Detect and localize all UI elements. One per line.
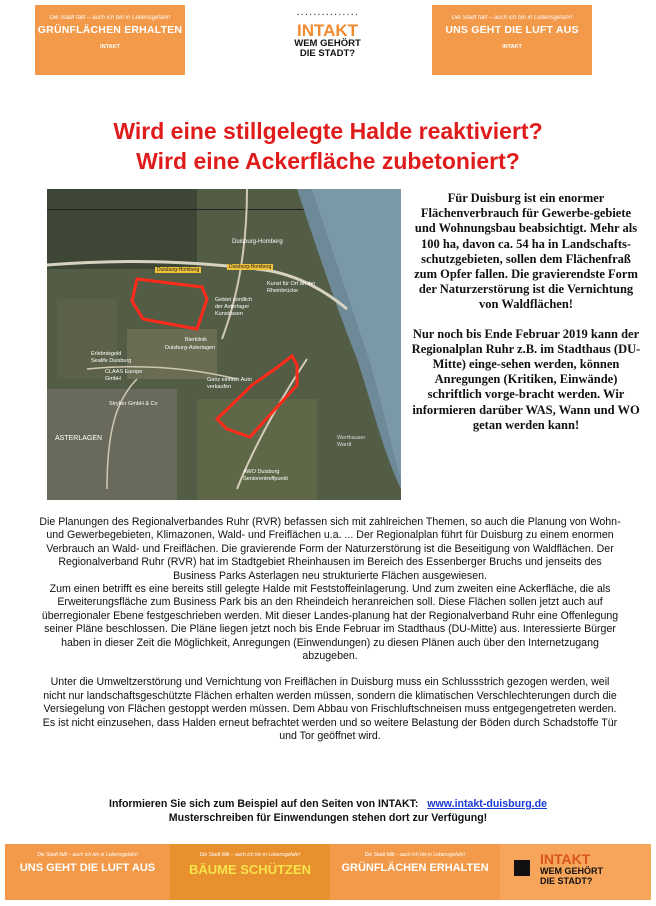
map-label: AWO Duisburg Seniorentreffpunkt <box>243 469 288 482</box>
map-label: Kunst für Ort an der Rheinbrücke <box>267 281 316 294</box>
banner-logo: INTAKT <box>100 44 120 50</box>
satellite-map <box>47 189 401 500</box>
footer-banner <box>5 844 651 900</box>
body-paragraph-2: Zum einen betrifft es eine bereits still gelegte Halde mit Feststoffeinlagerung. Und zum zweiten eine Ackerfläche, die als Erweiterungsfläche zum Business Park bis an den Rheindeich heranreichen soll. Diese Flächen sollen jetzt auch auf überregionaler Ebene festgeschrieben werden. Mit dieser Landes-planung hat der Regionalverband Ruhr eine Offenlegung seiner Pläne beschlossen. Die Pläne liegen jetzt noch bis Ende Februar im Stadthaus (DU-Mitte) aus. Interessierte Bürger haben in dieser Zeit die Möglichkeit, Anregungen (Einwendungen) zu diesen Plänen auch über den Internetzugang abzugeben. <box>41 583 619 663</box>
map-label: Stryker GmbH & Co <box>109 401 158 407</box>
intakt-website-link[interactable]: www.intakt-duisburg.de <box>427 798 547 810</box>
headline-line2: Wird eine Ackerfläche zubetoniert? <box>136 148 520 174</box>
map-label: CLAAS Europe GmbH <box>105 369 143 382</box>
map-label: Werthauser Wardt <box>337 435 366 448</box>
satellite-map-svg <box>47 189 401 500</box>
footer-intakt-logo <box>500 844 651 900</box>
cta-line1 <box>20 797 636 811</box>
footer-segment-baeume <box>170 844 330 900</box>
qr-code-icon <box>514 860 530 876</box>
headline <box>0 116 656 176</box>
footer-tagline: Die Stadt fällt – auch ich bin in Lebensgefahr! <box>37 852 138 858</box>
logo-line2: WEM GEHÖRT <box>294 38 361 49</box>
footer-segment-luft <box>5 844 170 900</box>
cta-text: Informieren Sie sich zum Beispiel auf den Seiten von INTAKT: <box>109 798 419 810</box>
map-station-label: Duisburg-Homberg <box>157 267 200 273</box>
body-paragraph-3: Unter die Umweltzerstörung und Vernichtung von Freiflächen in Duisburg muss ein Schlussstrich gezogen werden, weil nicht nur landschaftsgeschützte Flächen erhalten werden müssen, sondern die klimatischen Verschlechterungen durch die Versiegelung von Flächen gestoppt werden müssen. Dem Abbau von Frischluftschneisen muss entgegengetreten werden. Es ist nicht einzusehen, dass Halden erneut befrachtet werden und so weitere Belastung der Böden durch Schadstoffe Tür und Tor geöffnet wird. <box>42 676 618 743</box>
banner-tagline: Die Stadt fällt – auch ich bin in Lebensgefahr! <box>451 15 573 21</box>
map-label: Bierklinik <box>185 337 208 343</box>
footer-logo-line3: DIE STADT? <box>540 876 593 886</box>
headline-line1: Wird eine stillgelegte Halde reaktiviert? <box>113 118 543 144</box>
map-label: Ganz einfach Auto verkaufen <box>207 377 252 390</box>
map-label: Duisburg-Homberg <box>232 239 283 245</box>
side-text <box>410 191 642 433</box>
footer-logo-intakt: INTAKT <box>540 851 591 867</box>
logo-intakt-word: INTAKT <box>296 21 359 40</box>
banner-tagline: Die Stadt fällt – auch ich bin in Lebensgefahr! <box>49 15 171 21</box>
banner-title: UNS GEHT DIE LUFT AUS <box>445 24 579 36</box>
footer-label: UNS GEHT DIE LUFT AUS <box>19 862 156 874</box>
footer-label: GRÜNFLÄCHEN ERHALTEN <box>341 862 489 874</box>
map-label: Gebiet nördlich der Asterlager Kunstrasen <box>215 297 252 317</box>
logo-tagline: ▪ ▪ ▪ ▪ ▪ ▪ ▪ ▪ ▪ ▪ ▪ ▪ ▪ ▪ ▪ <box>297 12 358 18</box>
cta-line2: Musterschreiben für Einwendungen stehen dort zur Verfügung! <box>168 812 488 824</box>
header-banner-right <box>432 5 592 75</box>
side-paragraph-2: Nur noch bis Ende Februar 2019 kann der Regionalplan Ruhr z.B. im Stadthaus (DU-Mitte) einge-sehen werden, können Anregungen (Kritiken, Einwände) schriftlich vorge-bracht werden. Wir informieren darüber WAS, Wann und WO getan werden kann! <box>411 326 641 432</box>
intakt-logo <box>240 12 415 72</box>
logo-line3: DIE STADT? <box>299 48 356 59</box>
map-label: Duisburg-Asterlagen <box>165 345 216 351</box>
footer-tagline: Die Stadt fällt – auch ich bin in Lebensgefahr! <box>199 852 301 858</box>
footer-logo-line2: WEM GEHÖRT <box>540 866 603 876</box>
body-paragraph-1: Die Planungen des Regionalverbandes Ruhr (RVR) befassen sich mit zahlreichen Themen, so auch die Planung von Wohn- und Gewerbegebieten, Klimazonen, Wald- und Freiflächen u.a. ... Der Regionalplan führt für Duisburg zu einem enormen Verbrauch an Wald- und Freiflächen. Die gravierende Form der Naturzerstörung ist die Beseitigung von Waldflächen. Der Regionalverband Ruhr (RVR) hat im Stadtgebiet Rheinhausen im Bereich des Essenberger Bruchs und jenseits des Business Parks Asterlagen neu strukturierte Flächen ausgewiesen. <box>39 516 621 582</box>
footer-label: BÄUME SCHÜTZEN <box>188 862 312 877</box>
footer-segment-gruen <box>330 844 500 900</box>
call-to-action <box>20 797 636 825</box>
map-label: ASTERLAGEN <box>55 435 103 442</box>
body-text <box>38 516 622 744</box>
map-label: Erlebnisgold Sealife Duisburg <box>91 351 132 364</box>
header-banner-left <box>35 5 185 75</box>
banner-title: GRÜNFLÄCHEN ERHALTEN <box>37 24 183 36</box>
footer-tagline: Die Stadt fällt – auch ich bin in Lebensgefahr! <box>364 852 466 858</box>
side-paragraph-1: Für Duisburg ist ein enormer Flächenverbrauch für Gewerbe-gebiete und Wohnungsbau beabsichtigt. Mehr als 100 ha, davon ca. 54 ha in Landschafts-schutzgebieten, sollen dem Flächenfraß zum Opfer fallen. Die gravierendste Form der Naturzerstörung ist die Vernichtung von Waldflächen! <box>414 191 638 312</box>
banner-logo: INTAKT <box>502 44 522 50</box>
map-station-label: Duisburg-Homberg <box>229 264 272 270</box>
